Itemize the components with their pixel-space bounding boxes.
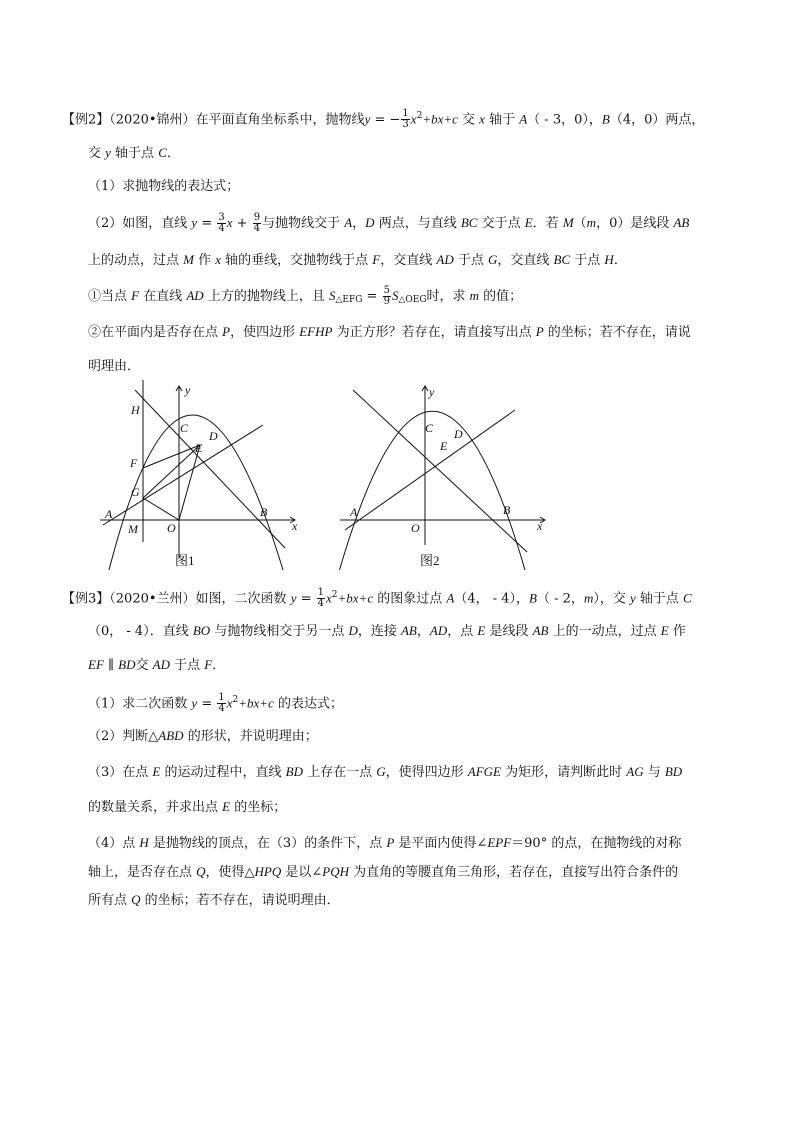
ex3-question-3: （3）在点 E 的运动过程中，直线 BD 上存在一点 G，使得四边形 AFGE 为矩形，请判断此时 AG 与 BD	[88, 764, 683, 780]
label-x: x	[292, 519, 298, 533]
label-o: O	[167, 521, 176, 535]
line-bc	[353, 390, 527, 552]
fraction: $\frac{1}{3}$	[402, 108, 409, 131]
label-d: D	[209, 429, 218, 443]
figure-2	[335, 380, 550, 570]
ex3-question-4: （4）点 H 是抛物线的顶点，在（3）的条件下，点 P 是平面内使得∠EPF＝90° 的点，在抛物线的对称	[88, 835, 682, 851]
figure-1-caption: 图1	[175, 553, 195, 568]
ex3-question-3-line-2: 的数量关系，并求出点 E 的坐标；	[88, 799, 287, 815]
label-b: B	[503, 503, 511, 517]
ex3-question-1: （1）求二次函数 y = $\frac{1}{4}$ $x^2+bx+c$ 的表达式；	[88, 692, 343, 715]
parabola	[338, 411, 525, 570]
label-c: C	[180, 421, 189, 435]
ex3-line-1: 【例3】（2020•兰州）如图，二次函数 y = $\frac{1}{4}$ $x^2+bx+c$ 的图象过点 A（4， - 4），B（ - 2，m），交 y 轴于点 C	[62, 587, 692, 610]
label-o: O	[411, 521, 420, 535]
label-g: G	[131, 485, 140, 499]
label-a: A	[105, 507, 113, 521]
label-b: B	[260, 505, 268, 519]
ex2-label: 【例2】	[62, 112, 110, 128]
ex3-question-4-line-3: 所有点 Q 的坐标；若不存在，请说明理由．	[88, 892, 340, 908]
ex2-sub-2: ②在平面内是否存在点 P，使四边形 EFHP 为正方形？若存在，请直接写出点 P 的坐标；若不存在，请说	[88, 324, 691, 340]
ex2-question-1: （1）求抛物线的表达式；	[88, 179, 240, 194]
line-bc	[135, 390, 285, 548]
segment-og	[143, 498, 179, 520]
ex2-question-2-line-2: 上的动点，过点 M 作 x 轴的垂线，交抛物线于点 F，交直线 AD 于点 G，交直线 BC 于点 H．	[88, 252, 627, 268]
label-h: H	[131, 403, 140, 417]
ex2-sub-1: ①当点 F 在直线 AD 上方的抛物线上，且 $S_{\triangle EFG}$ = $\frac{5}{9}$ $S_{\triangle OEG}$时，求 m 的值；	[88, 285, 523, 307]
label-x: x	[537, 519, 543, 533]
label-y: y	[185, 383, 191, 397]
label-y: y	[429, 385, 435, 399]
ex3-label: 【例3】	[62, 591, 110, 607]
ex3-question-4-line-2: 轴上，是否存在点 Q，使得△HPQ 是以∠PQH 为直角的等腰直角三角形，若存在，直接写出符合条件的	[88, 864, 679, 880]
ex2-line-2: 交 y 轴于点 C．	[88, 145, 180, 161]
label-m: M	[128, 522, 138, 536]
ex2-sub-2-line-2: 明理由．	[88, 359, 141, 374]
ex3-line-3: EF ∥ BD交 AD 于点 F．	[88, 657, 226, 673]
ex3-question-2: （2）判断△ABD 的形状，并说明理由；	[88, 728, 318, 744]
label-e: E	[195, 441, 203, 455]
ex2-source: （2020•锦州）	[109, 112, 196, 128]
ex3-source: （2020•兰州）	[109, 591, 196, 607]
figure-2-caption: 图2	[420, 553, 440, 568]
label-a: A	[350, 505, 358, 519]
figure-1	[95, 380, 310, 570]
ex2-question-2: （2）如图，直线 y = $\frac{3}{4}$ x + $\frac{9}{4}$ 与抛物线交于 A，D 两点，与直线 BC 交于点 E．若 M（m，0）是线段 AB	[88, 212, 690, 234]
label-f: F	[130, 456, 138, 470]
segment-oe	[179, 445, 200, 520]
label-c: C	[425, 421, 434, 435]
label-d: D	[454, 427, 463, 441]
segment-fe	[143, 445, 200, 468]
segment-ge	[143, 445, 200, 498]
ex2-line-1: 【例2】（2020•锦州）在平面直角坐标系中，抛物线y = − $\frac{1}{3}$ $x^2+bx+c$ 交 x 轴于 A（ - 3，0），B（4，0）两点，	[62, 108, 705, 131]
ex3-line-2: （0， - 4）．直线 BO 与抛物线相交于另一点 D，连接 AB，AD，点 E 是线段 AB 上的一动点，过点 E 作	[88, 623, 686, 639]
label-e: E	[440, 439, 448, 453]
